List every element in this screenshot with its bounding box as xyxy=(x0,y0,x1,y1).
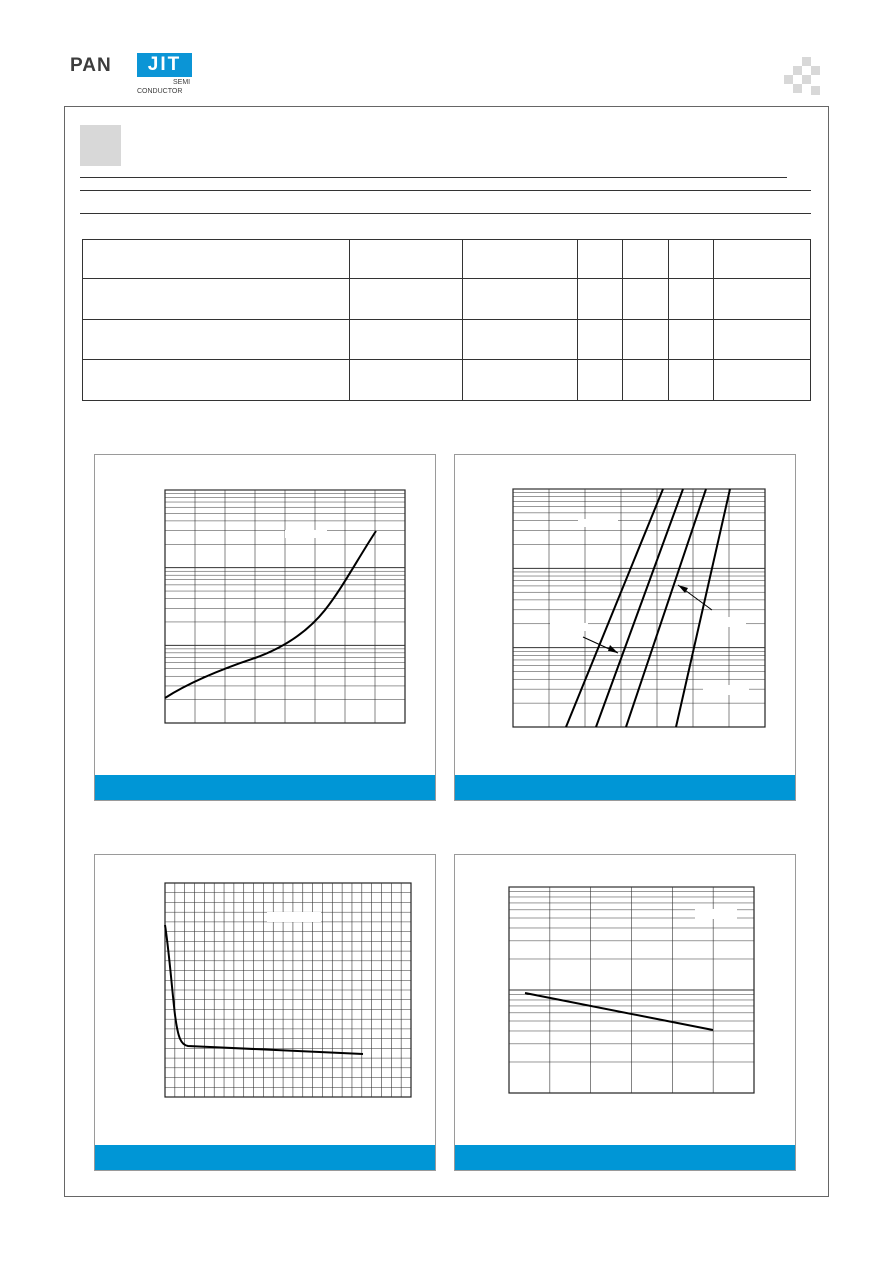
figure-2-label-box xyxy=(703,685,749,695)
divider-line xyxy=(80,213,811,214)
logo-conductor-text: CONDUCTOR xyxy=(137,88,183,95)
table-row xyxy=(83,359,811,400)
figure-4-caption-bar xyxy=(455,1145,795,1170)
logo-pan-text: PAN xyxy=(70,55,112,76)
figure-1-panel xyxy=(94,454,436,801)
figure-3-panel xyxy=(94,854,436,1171)
figure-2-label-box xyxy=(550,623,588,631)
figure-2-arrow-icon xyxy=(608,645,618,653)
logo-jit-box: JIT xyxy=(137,53,192,77)
figure-1-label-box xyxy=(285,530,327,538)
figure-3-plot xyxy=(95,855,435,1147)
divider-line xyxy=(80,190,811,191)
figure-2-plot xyxy=(455,455,795,777)
figure-2-label-box xyxy=(578,519,618,527)
figure-4-label-box xyxy=(695,909,737,919)
figure-1-plot xyxy=(95,455,435,777)
divider-line xyxy=(80,177,787,178)
figure-3-caption-bar xyxy=(95,1145,435,1170)
table-row xyxy=(83,278,811,319)
spec-table xyxy=(82,239,811,401)
figure-3-label-box xyxy=(267,912,321,922)
figure-4-panel xyxy=(454,854,796,1171)
section-marker xyxy=(80,125,121,166)
figure-1-curve xyxy=(165,531,376,698)
figure-1-grid xyxy=(165,490,405,723)
figure-1-caption-bar xyxy=(95,775,435,800)
figure-4-plot xyxy=(455,855,795,1147)
figure-4-line xyxy=(525,993,713,1030)
table-row xyxy=(83,319,811,359)
logo-semi-text: SEMI xyxy=(173,79,191,86)
figure-2-caption-bar xyxy=(455,775,795,800)
figure-2-line-3 xyxy=(626,489,706,727)
table-row xyxy=(83,240,811,279)
figure-2-panel xyxy=(454,454,796,801)
figure-2-label-box xyxy=(700,617,746,627)
